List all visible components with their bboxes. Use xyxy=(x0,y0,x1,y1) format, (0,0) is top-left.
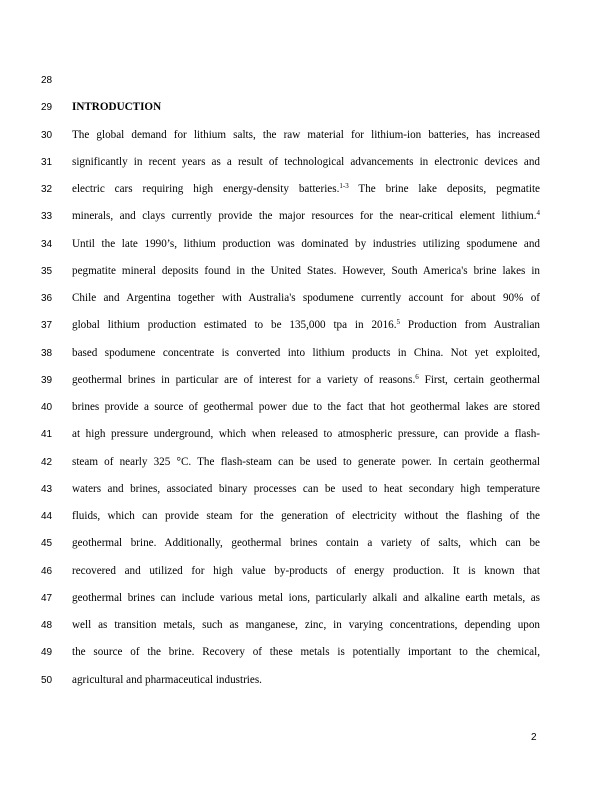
line-number: 45 xyxy=(41,538,53,550)
line-text xyxy=(72,482,540,497)
line-number: 28 xyxy=(41,75,53,86)
line-text-main: minerals, and clays currently provide the major resources for the near-critical element lithium. xyxy=(72,210,537,223)
line-text-main: geothermal brine. Additionally, geothermal brines contain a variety of salts, which can be xyxy=(72,537,540,550)
line-text-main: significantly in recent years as a result of technological advancements in electronic devices and xyxy=(72,155,540,168)
manuscript-line xyxy=(0,292,612,319)
line-number: 43 xyxy=(41,483,53,495)
line-number: 30 xyxy=(41,129,53,141)
manuscript-line xyxy=(0,456,612,483)
line-text-main: The global demand for lithium salts, the raw material for lithium-ion batteries, has increased xyxy=(72,128,540,141)
line-text-main: electric cars requiring high energy-density batteries. xyxy=(72,183,340,195)
line-text xyxy=(72,182,540,197)
line-text-main: Until the late 1990’s, lithium production was dominated by industries utilizing spodumene and xyxy=(72,237,540,250)
line-text xyxy=(72,264,540,279)
line-text-after: The brine lake deposits, pegmatite xyxy=(348,183,540,195)
manuscript-line xyxy=(0,674,612,701)
line-text xyxy=(72,373,540,388)
line-number: 48 xyxy=(41,620,53,631)
line-text xyxy=(72,128,540,143)
manuscript-line xyxy=(0,319,612,346)
citation-superscript: 6 xyxy=(415,372,419,381)
line-text-main: well as transition metals, such as manganese, zinc, in varying concentrations, depending upon xyxy=(72,619,540,631)
line-number: 37 xyxy=(41,320,53,332)
line-text xyxy=(72,618,540,633)
manuscript-line xyxy=(0,592,612,619)
line-number: 32 xyxy=(41,184,53,195)
page-number: 2 xyxy=(531,732,537,743)
manuscript-line xyxy=(0,101,612,128)
line-number: 47 xyxy=(41,592,53,604)
line-text xyxy=(72,291,540,306)
line-text-after: First, certain geothermal xyxy=(418,373,540,386)
line-number: 41 xyxy=(41,429,53,441)
manuscript-line xyxy=(0,619,612,646)
line-text xyxy=(72,400,540,415)
manuscript-line xyxy=(0,428,612,455)
line-number: 44 xyxy=(41,511,53,522)
line-text xyxy=(72,427,540,442)
line-number: 39 xyxy=(41,374,53,386)
line-text-main: INTRODUCTION xyxy=(72,101,162,114)
line-text xyxy=(72,591,540,606)
line-text xyxy=(72,318,540,333)
manuscript-line xyxy=(0,210,612,237)
citation-superscript: 5 xyxy=(396,318,401,327)
line-text-main: global lithium production estimated to be 135,000 tpa in 2016. xyxy=(72,319,397,332)
line-text-main: pegmatite mineral deposits found in the United States. However, South America's brine lakes in xyxy=(72,264,540,277)
line-text xyxy=(72,209,540,224)
line-number: 42 xyxy=(41,456,53,468)
manuscript-line xyxy=(0,238,612,265)
line-text xyxy=(72,455,540,470)
line-text-main: recovered and utilized for high value by-products of energy production. It is known that xyxy=(72,564,540,577)
manuscript-line xyxy=(0,347,612,374)
line-text-main: waters and brines, associated binary processes can be used to heat secondary high temperature xyxy=(72,482,540,495)
line-number: 29 xyxy=(41,102,53,114)
citation-superscript: 4 xyxy=(536,209,540,218)
line-text xyxy=(72,509,540,524)
manuscript-line xyxy=(0,183,612,210)
manuscript-line xyxy=(0,646,612,673)
line-number: 50 xyxy=(41,674,53,686)
line-number: 31 xyxy=(41,156,53,168)
line-text xyxy=(72,155,540,170)
line-text xyxy=(72,237,540,252)
manuscript-line xyxy=(0,565,612,592)
line-number: 38 xyxy=(41,347,53,359)
line-text-main: agricultural and pharmaceutical industries. xyxy=(72,673,262,686)
line-text-main: steam of nearly 325 °C. The flash-steam can be used to generate power. In certain geothermal xyxy=(72,455,540,468)
line-number: 33 xyxy=(41,211,53,223)
manuscript-line xyxy=(0,401,612,428)
line-number: 35 xyxy=(41,265,53,277)
line-number: 49 xyxy=(41,647,53,659)
section-heading xyxy=(72,100,540,115)
manuscript-line xyxy=(0,374,612,401)
manuscript-line xyxy=(0,129,612,156)
line-text-main: geothermal brines in particular are of interest for a variety of reasons. xyxy=(72,373,416,386)
line-text-main: brines provide a source of geothermal power due to the fact that hot geothermal lakes are stored xyxy=(72,401,540,413)
manuscript-line xyxy=(0,156,612,183)
line-number: 34 xyxy=(41,238,53,250)
manuscript-line xyxy=(0,537,612,564)
manuscript-line xyxy=(0,265,612,292)
citation-superscript: 1-3 xyxy=(339,182,349,190)
line-text xyxy=(72,536,540,551)
line-text xyxy=(72,673,540,688)
line-text xyxy=(72,346,540,361)
line-text-main: based spodumene concentrate is converted into lithium products in China. Not yet exploited, xyxy=(72,346,540,359)
line-text-main: geothermal brines can include various metal ions, particularly alkali and alkaline earth metals, as xyxy=(72,591,540,604)
line-text-main: fluids, which can provide steam for the generation of electricity without the flashing of the xyxy=(72,510,540,522)
line-text xyxy=(72,645,540,660)
line-text-main: the source of the brine. Recovery of these metals is potentially important to the chemical, xyxy=(72,646,540,659)
line-number: 46 xyxy=(41,565,53,577)
line-text xyxy=(72,564,540,579)
manuscript-line xyxy=(0,483,612,510)
line-text-after: Production from Australian xyxy=(400,319,540,332)
line-number: 36 xyxy=(41,293,53,304)
line-text-main: at high pressure underground, which when released to atmospheric pressure, can provide a flash- xyxy=(72,428,540,441)
manuscript-line xyxy=(0,74,612,101)
line-number: 40 xyxy=(41,402,53,413)
line-text-main: Chile and Argentina together with Australia's spodumene currently account for about 90% of xyxy=(72,292,540,304)
manuscript-line xyxy=(0,510,612,537)
